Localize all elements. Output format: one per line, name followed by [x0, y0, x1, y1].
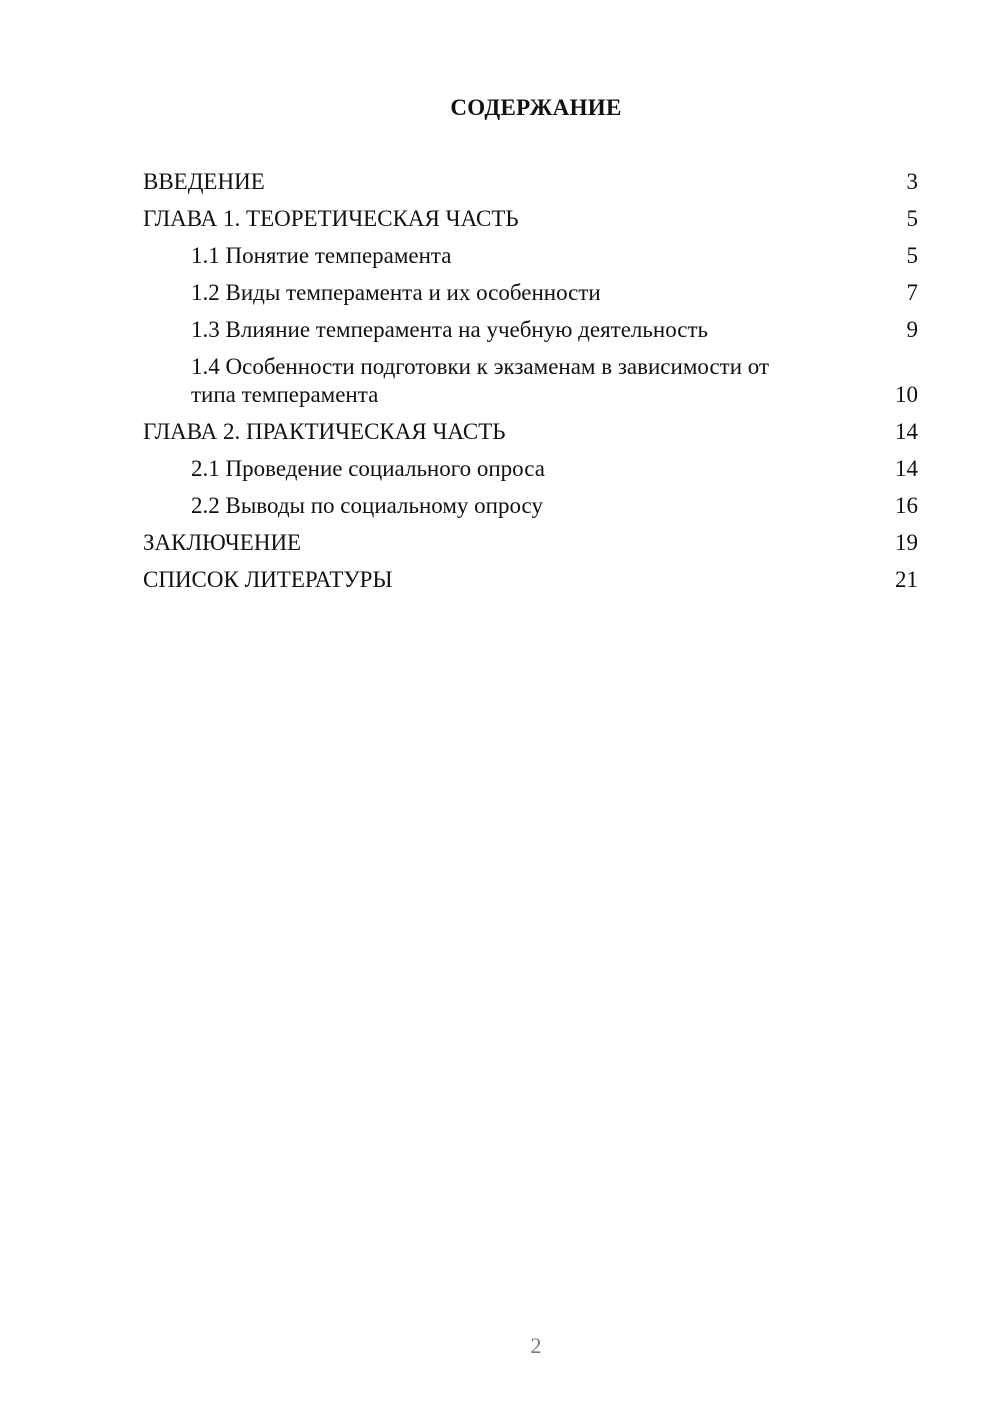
toc-entry-label: ЗАКЛЮЧЕНИЕ [143, 530, 302, 555]
toc-entry-page: 5 [906, 206, 918, 231]
toc-entry-label: 1.3 Влияние темперамента на учебную деятельность [191, 317, 709, 342]
toc-entry-page: 21 [895, 567, 918, 592]
toc-entry-label: 2.2 Выводы по социальному опросу [191, 493, 543, 518]
toc-entry-page: 5 [906, 243, 918, 268]
toc-entry-label: ГЛАВА 2. ПРАКТИЧЕСКАЯ ЧАСТЬ [143, 419, 506, 444]
toc-entry-page: 9 [906, 317, 918, 342]
toc-entry-section-1-2[interactable] [143, 279, 918, 307]
toc-entry-label: ВВЕДЕНИЕ [143, 169, 265, 194]
toc-entry-section-1-3[interactable] [143, 316, 918, 344]
table-of-contents [143, 168, 918, 603]
toc-entry-page: 14 [895, 419, 918, 444]
toc-entry-references[interactable] [143, 566, 918, 594]
page-number: 2 [530, 1333, 542, 1358]
toc-entry-page: 10 [895, 382, 918, 407]
toc-entry-label: 1.2 Виды темперамента и их особенности [191, 280, 601, 305]
toc-entry-section-2-1[interactable] [143, 455, 918, 483]
toc-entry-label: 1.1 Понятие темперамента [191, 243, 452, 268]
toc-entry-chapter-1[interactable] [143, 205, 918, 233]
toc-entry-label: 1.4 Особенности подготовки к экзаменам в зависимости от типа темперамента [191, 354, 770, 407]
toc-entry-chapter-2[interactable] [143, 418, 918, 446]
toc-title: СОДЕРЖАНИЕ [450, 95, 622, 120]
toc-entry-section-2-2[interactable] [143, 492, 918, 520]
toc-entry-page: 14 [895, 456, 918, 481]
toc-entry-page: 7 [906, 280, 918, 305]
toc-entry-label: ГЛАВА 1. ТЕОРЕТИЧЕСКАЯ ЧАСТЬ [143, 206, 519, 231]
toc-entry-conclusion[interactable] [143, 529, 918, 557]
toc-entry-page: 16 [895, 493, 918, 518]
toc-entry-label: СПИСОК ЛИТЕРАТУРЫ [143, 567, 393, 592]
toc-entry-page: 19 [895, 530, 918, 555]
toc-entry-section-1-4[interactable] [143, 353, 918, 409]
toc-entry-label: 2.1 Проведение социального опроса [191, 456, 545, 481]
toc-entry-introduction[interactable] [143, 168, 918, 196]
toc-entry-section-1-1[interactable] [143, 242, 918, 270]
toc-entry-page: 3 [906, 169, 918, 194]
